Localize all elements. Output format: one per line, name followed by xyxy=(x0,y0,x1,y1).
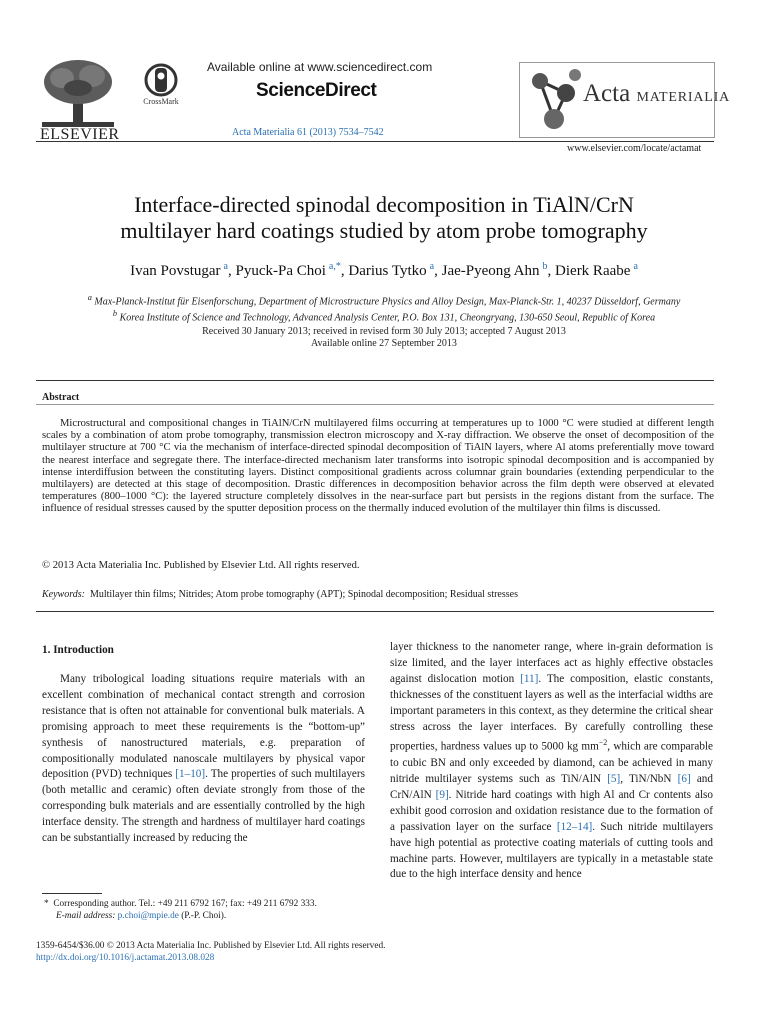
available-online-text: Available online at www.sciencedirect.com xyxy=(207,60,433,74)
citation-link[interactable]: [9] xyxy=(435,788,449,801)
abstract-heading: Abstract xyxy=(42,392,80,403)
journal-reference-link[interactable]: Acta Materialia 61 (2013) 7534–7542 xyxy=(232,127,384,138)
header-divider xyxy=(36,141,714,142)
journal-homepage-url[interactable]: www.elsevier.com/locate/actamat xyxy=(567,143,702,154)
abstract-body: Microstructural and compositional changes in TiAlN/CrN multilayered films occurring at temperatures up to 1000 °C were studied at different length scales by a combination of atom probe tomography, transmission electron microscopy and X-ray diffraction. We observe the onset of decomposition of the multilayer structure at 700 °C via the mechanism of interface-directed spinodal decomposition of TiAlN layers, where Al atoms preferentially move toward the nearest interface and segregate there. The interface-directed mechanism later transforms into isotropic spinodal decomposition and is accompanied by intense interdiffusion between the constituting layers. Distinct compositional gradients across columnar grain boundaries (extending perpendicular to the multilayers) are detected at this stage of decomposition. Drastic differences in decomposition behavior across the film depth were observed at elevated temperatures (800–1000 °C): the layered structure completely dissolves in the near-surface part but persists in the regions distant from the surface. The influence of residual stresses caused by the sputter deposition process on the thermally induced evolution of the multilayer thin films is discussed. xyxy=(42,418,714,515)
divider xyxy=(36,611,714,612)
divider xyxy=(36,404,714,405)
article-footer xyxy=(36,940,385,964)
sciencedirect-wordmark[interactable]: ScienceDirect xyxy=(256,80,377,101)
author-list: Ivan Povstugar $^a$, Pyuck-Pa Choi $^{a,*}$, Darius Tytko $^a$, Jae-Pyeong Ahn $^b$, Dierk Raabe $^a$ xyxy=(130,261,638,279)
journal-logo-text: Acta MATERIALIA xyxy=(583,80,730,107)
author-affiliation-mark[interactable]: a xyxy=(633,261,638,272)
footnote-divider xyxy=(42,893,102,894)
doi-link[interactable]: http://dx.doi.org/10.1016/j.actamat.2013.08.028 xyxy=(36,953,215,963)
article-history: Received 30 January 2013; received in revised form 30 July 2013; accepted 7 August 2013 Available online 27 September 2013 xyxy=(202,326,566,349)
affiliation-line: $^b$ Korea Institute of Science and Technology, Advanced Analysis Center, P.O. Box 131, Cheongryang, 130-650 Seoul, Republic of Korea xyxy=(112,309,656,324)
author-name: Jae-Pyeong Ahn xyxy=(441,263,540,279)
author-name: Darius Tytko xyxy=(348,263,427,279)
author-affiliation-mark[interactable]: a,* xyxy=(328,261,341,272)
abstract-copyright: © 2013 Acta Materialia Inc. Published by Elsevier Ltd. All rights reserved. xyxy=(42,560,360,571)
crossmark-label: CrossMark xyxy=(143,97,179,106)
author-name: Dierk Raabe xyxy=(555,263,631,279)
email-link[interactable]: p.choi@mpie.de xyxy=(117,911,179,921)
author-affiliation-mark[interactable]: b xyxy=(542,261,548,272)
article-title: Interface-directed spinodal decomposition in TiAlN/CrN multilayer hard coatings studied by atom probe tomography xyxy=(120,192,648,243)
citation-link[interactable]: [12–14] xyxy=(556,820,593,833)
affiliation-line: $^a$ Max-Planck-Institut für Eisenforschung, Department of Microstructure Physics and Alloy Design, Max-Planck-Str. 1, 40237 Düsseldorf, Germany xyxy=(87,293,681,308)
citation-link[interactable]: [1–10] xyxy=(175,768,206,781)
left-column-text: Many tribological loading situations require materials with an excellent combination of mechanical contact strength and corrosion resistance that is often not attainable for conventional bulk materials. A promising approach to meet these requirements is the “bottom-up” synthesis of nanostructured materials, e.g. preparation of compositionally modulated nanoscale multilayers by physical vapor deposition (PVD) techniques [1–10]. The properties of such multilayers (both metallic and ceramic) often deviate strongly from those of the corresponding bulk materials and are essentially controlled by the high interface density. The strength and hardness of multilayer hard coatings can be substantially increased by reducing the xyxy=(42,673,365,845)
corresponding-author-footnote: * Corresponding author. Tel.: +49 211 6792 167; fax: +49 211 6792 333. E-mail address: p.choi@mpie.de (P.-P. Choi). xyxy=(44,899,317,921)
author-name: Ivan Povstugar xyxy=(130,263,221,279)
citation-link[interactable]: [6] xyxy=(677,772,691,785)
author-affiliation-mark[interactable]: a xyxy=(223,261,228,272)
right-column-text: layer thickness to the nanometer range, where in-grain deformation is size limited, and the layer interfaces act as highly effective obstacles against dislocation motion [11]. The composition, elastic constants, thicknesses of the constituent layers as well as the interfacial widths are important parameters in this context, as they determine the critical shear stress across the layer interfaces. By carefully controlling these properties, hardness values up to 5000 kg $mm^{-2}$, which are comparable to cubic BN and only exceeded by diamond, can be achieved in many nitride multilayer systems such as TiN/AlN [5], TiN/NbN [6] and CrN/AlN [9]. Nitride hard coatings with high Al and Cr contents also exhibit good corrosion and oxidation resistance due to the formation of a passivation layer on the surface [12–14]. Such nitride multilayers have high potential as protective coating materials of cutting tools and machine parts. However, multilayers are typically in a metastable state due to the high interface density and hence xyxy=(390,641,714,881)
keywords: Keywords: Multilayer thin films; Nitrides; Atom probe tomography (APT); Spinodal decomposition; Residual stresses xyxy=(42,589,518,600)
author-name: Pyuck-Pa Choi xyxy=(235,263,326,279)
author-affiliation-mark[interactable]: a xyxy=(429,261,435,272)
section-heading: 1. Introduction xyxy=(42,644,114,656)
elsevier-wordmark: ELSEVIER xyxy=(40,126,120,143)
issn-line: 1359-6454/$36.00 © 2013 Acta Materialia Inc. Published by Elsevier Ltd. All rights reserved. xyxy=(36,941,386,951)
divider xyxy=(36,380,714,381)
citation-link[interactable]: [5] xyxy=(607,772,621,785)
affiliations xyxy=(30,292,738,325)
citation-link[interactable]: [11] xyxy=(520,672,539,685)
